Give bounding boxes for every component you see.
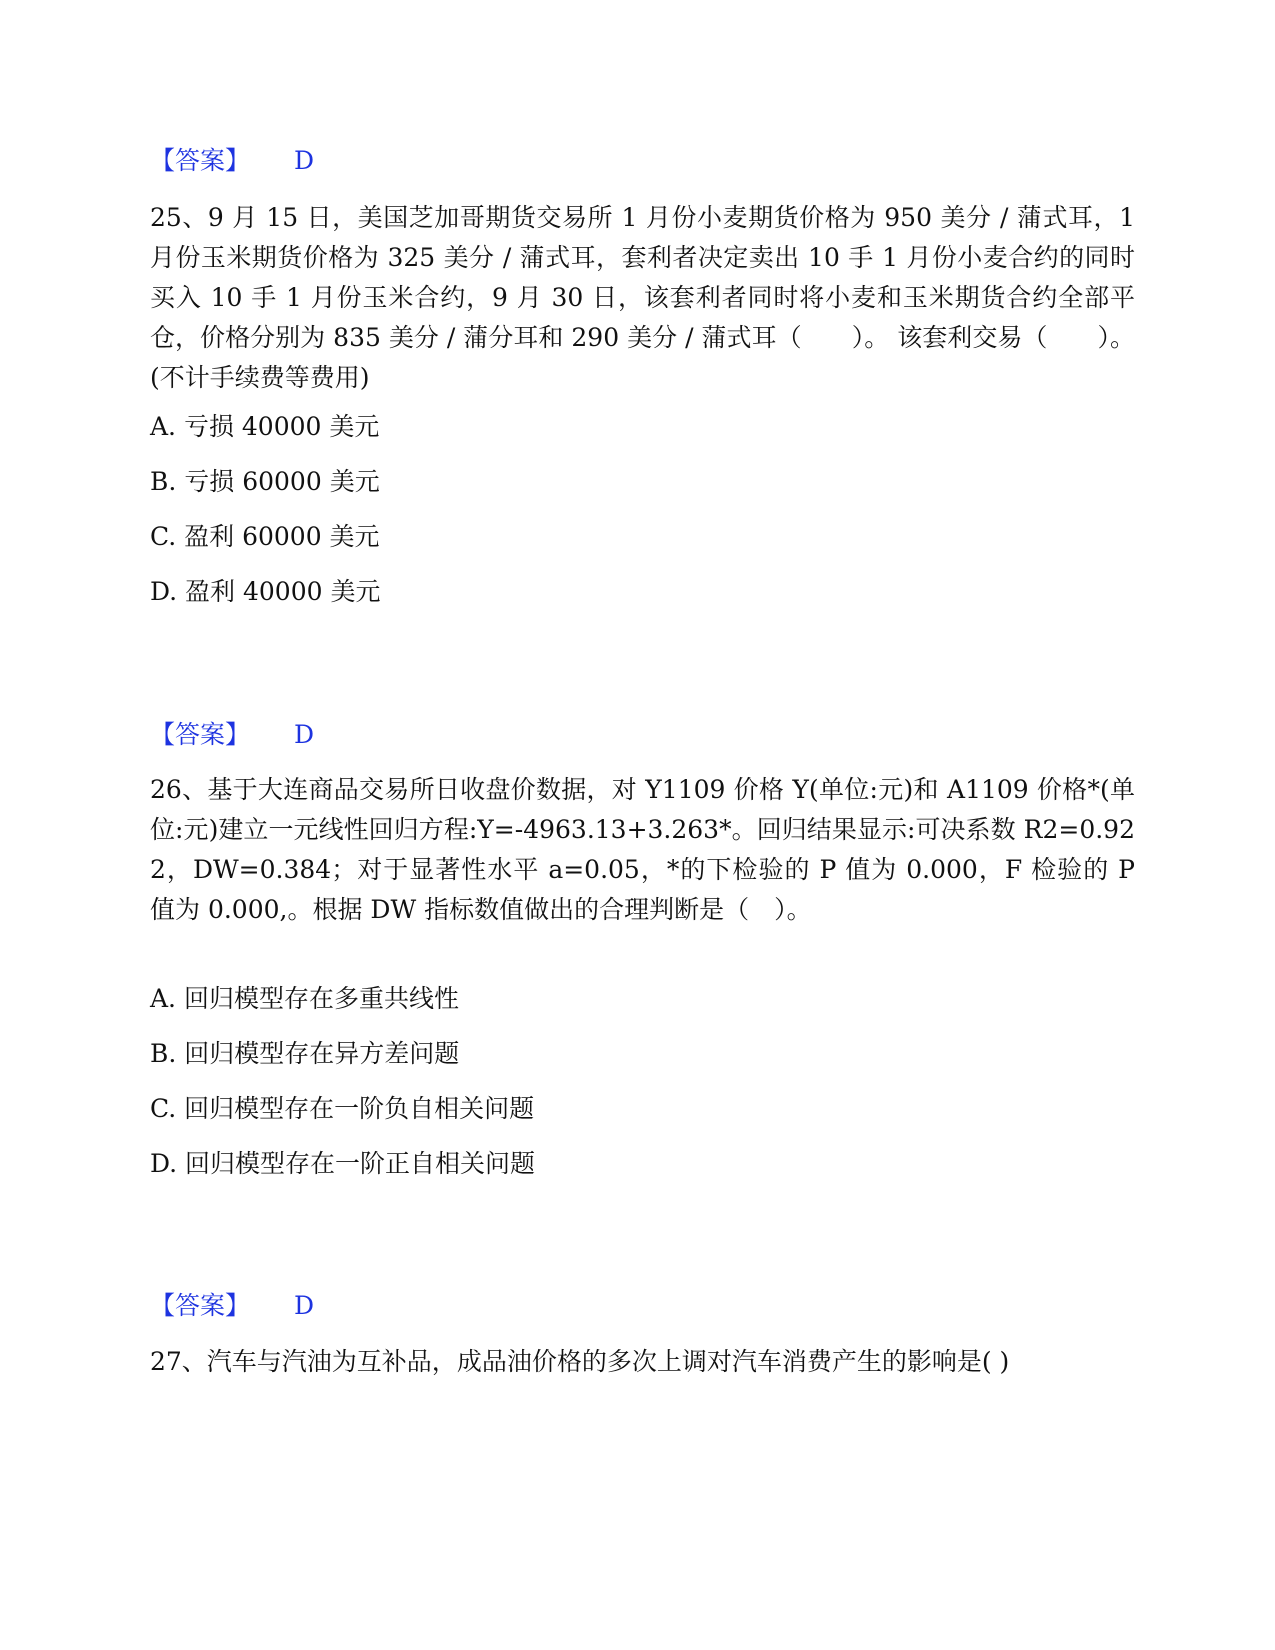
answer-value: D bbox=[294, 1291, 315, 1320]
question-25: 25、9 月 15 日，美国芝加哥期货交易所 1 月份小麦期货价格为 950 美分 / 蒲式耳，1 月份玉米期货价格为 325 美分 / 蒲式耳，套利者决定卖出 10 手 1 月份小麦合约的同时买入 10 手 1 月份玉米合约，9 月 30 日，该套利者同时将小麦和玉米期货合约全部平仓，价格分别为 835 美分 / 蒲分耳和 290 美分 / 蒲式耳（ ）。 该套利交易（ ）。(不计手续费等费用) bbox=[150, 203, 1135, 392]
answer-label: 【答案】 bbox=[150, 1291, 251, 1320]
answer-line bbox=[150, 1291, 314, 1321]
option-c: C. 回归模型存在一阶负自相关问题 bbox=[150, 1094, 535, 1123]
answer-line bbox=[150, 146, 314, 176]
option-a: A. 回归模型存在多重共线性 bbox=[150, 984, 459, 1013]
answer-label: 【答案】 bbox=[150, 720, 251, 749]
option-b: B. 亏损 60000 美元 bbox=[150, 467, 380, 496]
answer-value: D bbox=[294, 720, 315, 749]
option-a: A. 亏损 40000 美元 bbox=[150, 412, 380, 441]
option-b: B. 回归模型存在异方差问题 bbox=[150, 1039, 460, 1068]
answer-label: 【答案】 bbox=[150, 146, 251, 175]
option-d: D. 回归模型存在一阶正自相关问题 bbox=[150, 1149, 536, 1178]
question-27: 27、汽车与汽油为互补品，成品油价格的多次上调对汽车消费产生的影响是( ) bbox=[150, 1347, 1010, 1376]
option-d: D. 盈利 40000 美元 bbox=[150, 577, 381, 606]
answer-line bbox=[150, 720, 314, 750]
question-26: 26、基于大连商品交易所日收盘价数据，对 Y1109 价格 Y(单位:元)和 A1109 价格*(单位:元)建立一元线性回归方程:Y=-4963.13+3.263*。回归结果显示:可决系数 R2=0.922，DW=0.384；对于显著性水平 a=0.05，*的下检验的 P 值为 0.000，F 检验的 P 值为 0.000,。根据 DW 指标数值做出的合理判断是（ ）。 bbox=[150, 775, 1135, 924]
option-c: C. 盈利 60000 美元 bbox=[150, 522, 380, 551]
answer-value: D bbox=[294, 146, 315, 175]
